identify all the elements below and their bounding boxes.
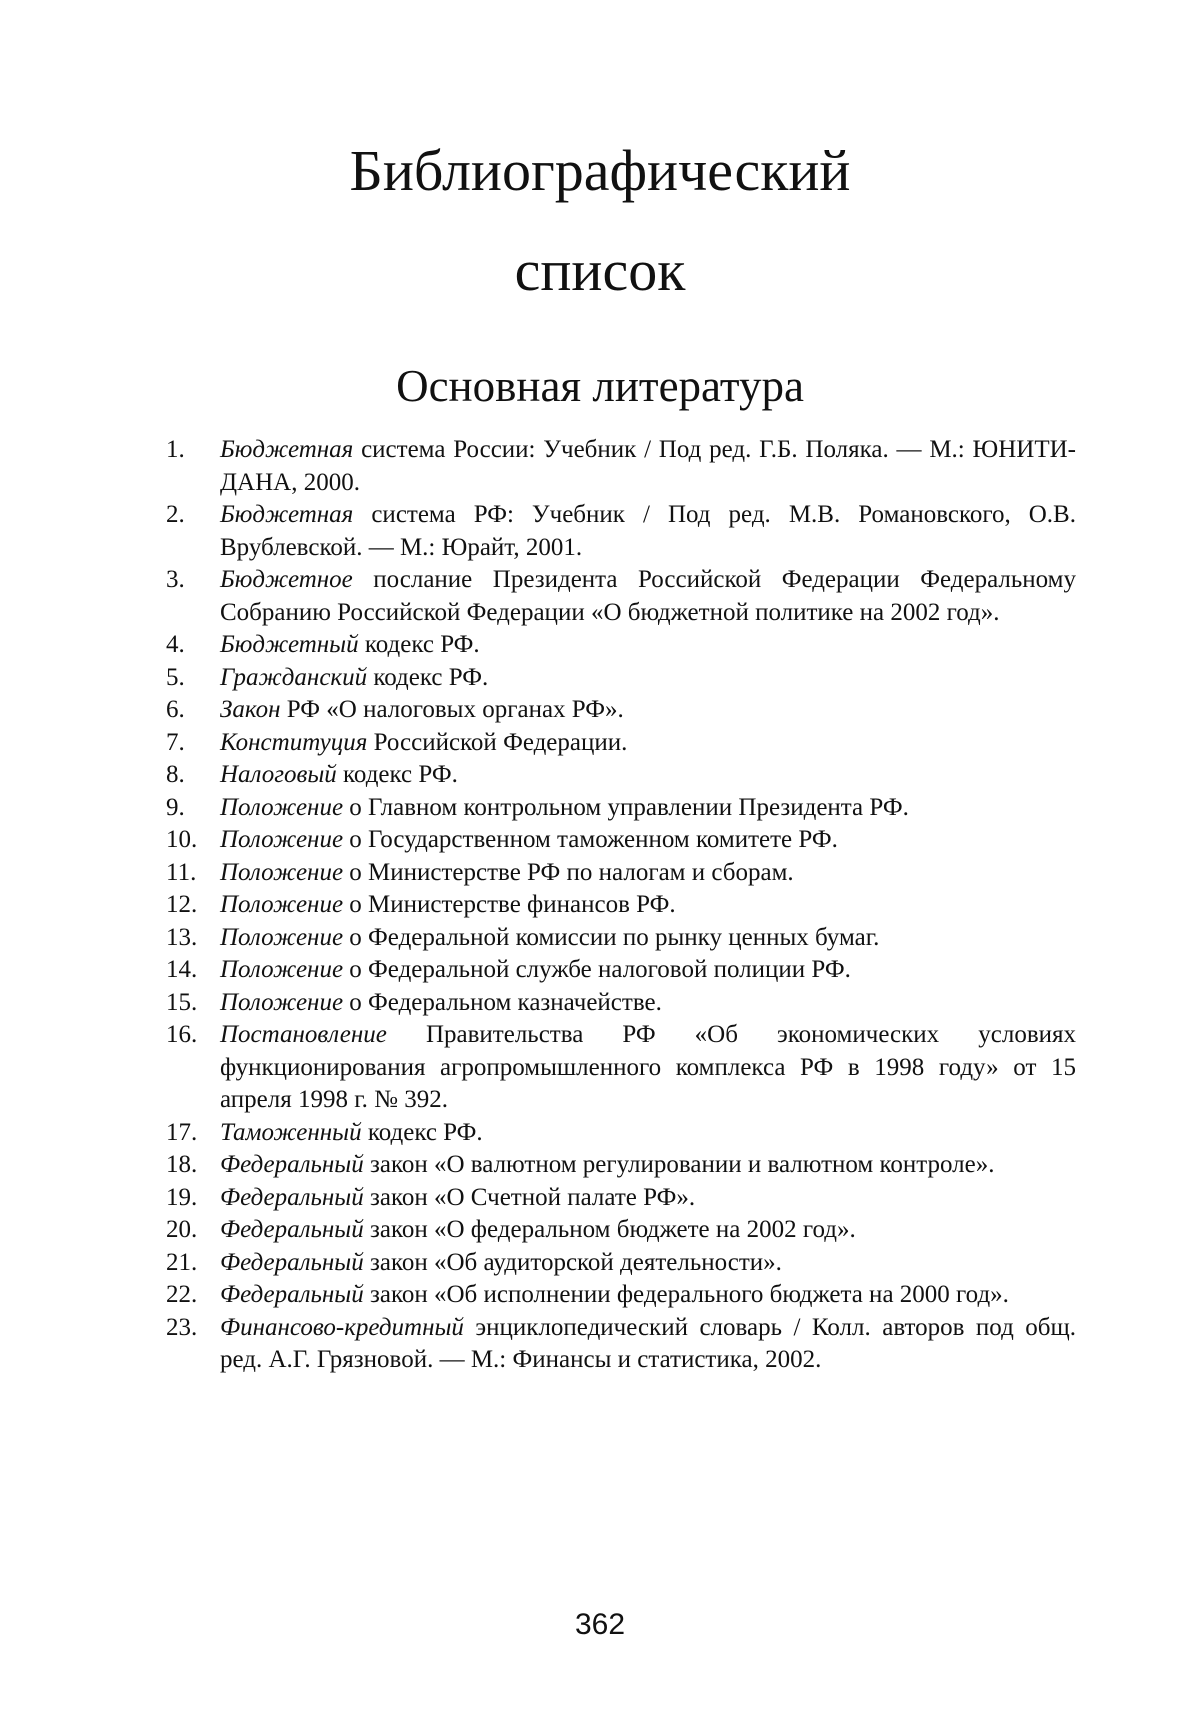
- item-text: закон «О валютном регулировании и валютном контроле».: [363, 1151, 995, 1178]
- bibliography-item: [166, 922, 1076, 955]
- item-lead-word: Положение: [220, 988, 344, 1016]
- bibliography-item: [166, 1214, 1076, 1247]
- item-number: 12.: [166, 891, 198, 918]
- item-number: 1.: [166, 436, 185, 463]
- item-lead-word: Бюджетная: [220, 436, 354, 463]
- item-number: 13.: [166, 923, 198, 951]
- bibliography-item: [166, 1182, 1076, 1215]
- item-lead-word: Налоговый: [220, 761, 337, 788]
- item-number: 16.: [166, 1021, 198, 1048]
- item-number: 9.: [166, 793, 185, 821]
- item-text: о Главном контрольном управлении Президента РФ.: [343, 793, 909, 821]
- item-lead-word: Закон: [220, 696, 281, 723]
- item-number: 23.: [166, 1313, 198, 1341]
- bibliography-item: [166, 629, 1076, 662]
- bibliography-item: [166, 564, 1076, 629]
- bibliography-item: [166, 857, 1076, 890]
- item-lead-word: Положение: [220, 858, 344, 886]
- item-number: 17.: [166, 1118, 198, 1146]
- item-text: Правительства РФ «Об экономических условиях функционирования агропромышленного комплекса РФ в 1998 году» от 15 апреля 1998 г. № 392.: [220, 1021, 1076, 1113]
- item-text: система России: Учебник / Под ред. Г.Б. Поляка. — М.: ЮНИТИ-ДАНА, 2000.: [220, 436, 1076, 496]
- item-lead-word: Федеральный: [220, 1216, 364, 1243]
- item-lead-word: Федеральный: [220, 1248, 364, 1276]
- item-number: 22.: [166, 1281, 198, 1308]
- item-lead-word: Бюджетная: [220, 501, 354, 528]
- item-number: 5.: [166, 663, 185, 691]
- bibliography-item: [166, 1117, 1076, 1150]
- item-lead-word: Федеральный: [220, 1151, 364, 1178]
- item-lead-word: Положение: [220, 793, 344, 821]
- item-number: 4.: [166, 631, 185, 658]
- item-lead-word: Положение: [220, 826, 344, 853]
- item-text: энциклопедический словарь / Колл. авторов под общ. ред. А.Г. Грязновой. — М.: Финансы и статистика, 2002.: [220, 1313, 1076, 1373]
- bibliography-item: [166, 954, 1076, 987]
- bibliography-item: [166, 1279, 1076, 1312]
- item-text: послание Президента Российской Федерации Федеральному Собранию Российской Федерации «О бюджетной политике на 2002 год».: [220, 566, 1076, 626]
- item-number: 3.: [166, 566, 185, 593]
- item-lead-word: Бюджетное: [220, 566, 353, 593]
- item-text: система РФ: Учебник / Под ред. М.В. Романовского, О.В. Врублевской. — М.: Юрайт, 2001.: [220, 501, 1076, 561]
- item-text: кодекс РФ.: [358, 631, 480, 658]
- item-text: кодекс РФ.: [367, 663, 489, 691]
- item-lead-word: Положение: [220, 956, 344, 983]
- item-text: о Федеральной комиссии по рынку ценных бумаг.: [343, 923, 880, 951]
- item-number: 20.: [166, 1216, 198, 1243]
- item-text: о Федеральном казначействе.: [343, 988, 662, 1016]
- bibliography-item: [166, 1312, 1076, 1377]
- bibliography-item: [166, 792, 1076, 825]
- bibliography-item: [166, 694, 1076, 727]
- item-lead-word: Конституция: [220, 728, 368, 756]
- bibliography-item: [166, 1019, 1076, 1117]
- item-number: 15.: [166, 988, 198, 1016]
- item-text: о Министерстве РФ по налогам и сборам.: [343, 858, 794, 886]
- page-title-line-1: Библиографический: [349, 138, 851, 203]
- bibliography-item: [166, 759, 1076, 792]
- bibliography-item: [166, 727, 1076, 760]
- item-lead-word: Гражданский: [220, 663, 368, 691]
- section-title: Основная литература: [396, 361, 804, 411]
- item-lead-word: Федеральный: [220, 1281, 364, 1308]
- item-text: закон «Об аудиторской деятельности».: [363, 1248, 782, 1276]
- item-text: о Министерстве финансов РФ.: [343, 891, 676, 918]
- bibliography-list: [166, 434, 1076, 1377]
- item-number: 6.: [166, 696, 185, 723]
- item-number: 7.: [166, 728, 185, 756]
- item-lead-word: Положение: [220, 923, 344, 951]
- page-title-line-2: список: [514, 238, 686, 303]
- page-number: 362: [574, 1608, 626, 1641]
- item-text: кодекс РФ.: [361, 1118, 483, 1146]
- item-text: закон «Об исполнении федерального бюджета на 2000 год».: [363, 1281, 1009, 1308]
- item-number: 18.: [166, 1151, 198, 1178]
- item-text: Российской Федерации.: [367, 728, 628, 756]
- item-lead-word: Постановление: [220, 1021, 387, 1048]
- bibliography-item: [166, 1247, 1076, 1280]
- item-text: закон «О Счетной палате РФ».: [363, 1183, 696, 1211]
- item-lead-word: Таможенный: [220, 1118, 362, 1146]
- item-text: кодекс РФ.: [336, 761, 458, 788]
- item-lead-word: Финансово-кредитный: [220, 1313, 464, 1341]
- item-lead-word: Федеральный: [220, 1183, 364, 1211]
- item-text: РФ «О налоговых органах РФ».: [280, 696, 624, 723]
- bibliography-item: [166, 824, 1076, 857]
- bibliography-item: [166, 889, 1076, 922]
- item-number: 8.: [166, 761, 185, 788]
- bibliography-item: [166, 1149, 1076, 1182]
- item-lead-word: Положение: [220, 891, 344, 918]
- item-text: о Государственном таможенном комитете РФ.: [343, 826, 838, 853]
- item-text: закон «О федеральном бюджете на 2002 год».: [363, 1216, 856, 1243]
- bibliography-item: [166, 434, 1076, 499]
- item-text: о Федеральной службе налоговой полиции РФ.: [343, 956, 851, 983]
- bibliography-item: [166, 662, 1076, 695]
- item-number: 19.: [166, 1183, 198, 1211]
- item-number: 21.: [166, 1248, 198, 1276]
- bibliography-item: [166, 499, 1076, 564]
- bibliography-item: [166, 987, 1076, 1020]
- item-number: 2.: [166, 501, 185, 528]
- item-number: 14.: [166, 956, 198, 983]
- item-lead-word: Бюджетный: [220, 631, 359, 658]
- item-number: 10.: [166, 826, 198, 853]
- item-number: 11.: [166, 858, 197, 886]
